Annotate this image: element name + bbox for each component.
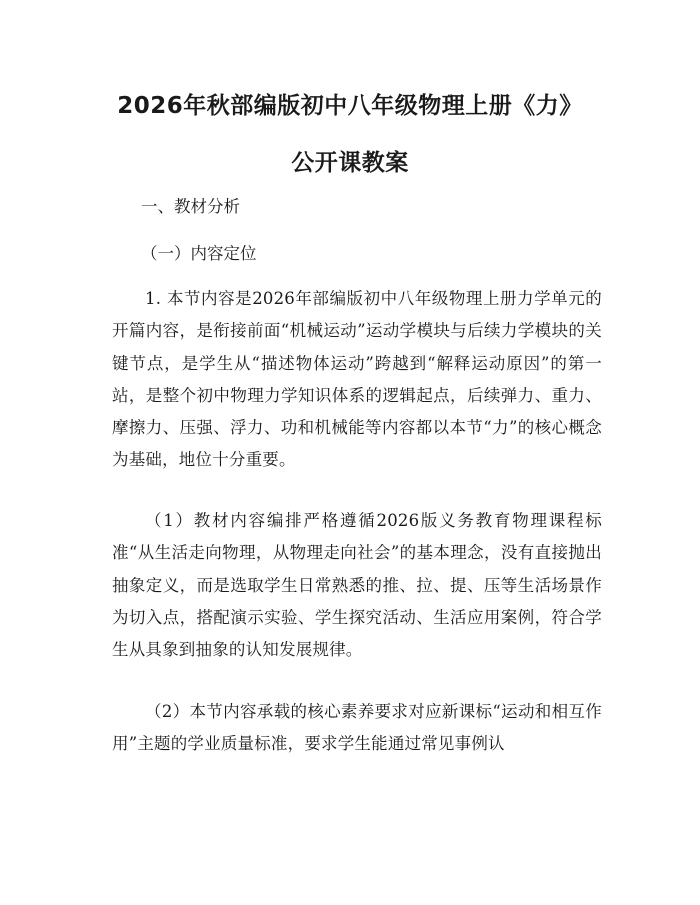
paragraph-2: （1）教材内容编排严格遵循2026版义务教育物理课程标准“从生活走向物理，从物理走向社会”的基本理念，没有直接抛出抽象定义，而是选取学生日常熟悉的推、拉、提、压等生活场景作为切入点，搭配演示实验、学生探究活动、生活应用案例，符合学生从具象到抽象的认知发展规律。 bbox=[112, 511, 602, 660]
document-title-line-1: 2026年秋部编版初中八年级物理上册《力》 bbox=[117, 93, 583, 119]
section-heading: 一、教材分析 bbox=[141, 197, 240, 216]
document-title-line-2: 公开课教案 bbox=[291, 150, 409, 176]
subsection-heading: （一）内容定位 bbox=[141, 244, 257, 263]
paragraph-1: 1. 本节内容是2026年部编版初中八年级物理上册力学单元的开篇内容，是衔接前面“机械运动”运动学模块与后续力学模块的关键节点，是学生从“描述物体运动”跨越到“解释运动原因”的第一站，是整个初中物理力学知识体系的逻辑起点，后续弹力、重力、摩擦力、压强、浮力、功和机械能等内容都以本节“力”的核心概念为基础，地位十分重要。 bbox=[112, 289, 602, 470]
paragraph-3: （2）本节内容承载的核心素养要求对应新课标“运动和相互作用”主题的学业质量标准，要求学生能通过常见事例认 bbox=[112, 702, 602, 754]
